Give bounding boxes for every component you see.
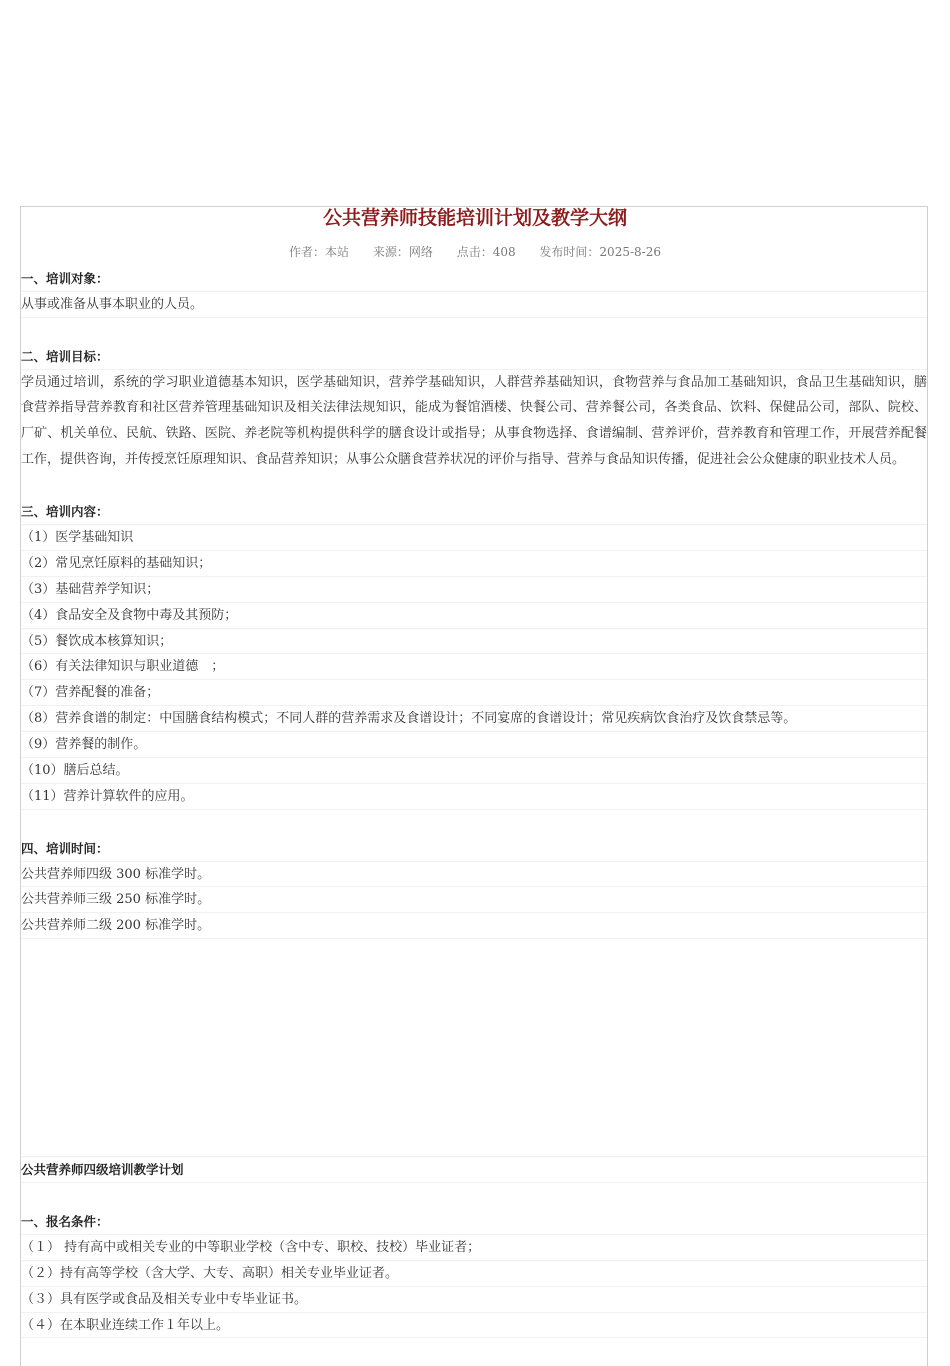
list-item: （2）常见烹饪原料的基础知识； — [21, 551, 927, 577]
list-item: （１） 持有高中或相关专业的中等职业学校（含中专、职校、技校）毕业证者； — [21, 1235, 927, 1261]
list-item: （1）医学基础知识 — [21, 525, 927, 551]
plan-title: 公共营养师四级培训教学计划 — [21, 1157, 927, 1183]
article-title: 公共营养师技能培训计划及教学大纲 — [322, 207, 627, 229]
meta-author: 作者：本站 — [289, 245, 350, 259]
list-item: （11）营养计算软件的应用。 — [21, 784, 927, 810]
list-item: （２）持有高等学校（含大学、大专、高职）相关专业毕业证者。 — [21, 1261, 927, 1287]
meta-date: 发布时间：2025-8-26 — [539, 245, 661, 259]
list-item: （３）具有医学或食品及相关专业中专毕业证书。 — [21, 1287, 927, 1313]
list-item: 公共营养师三级 250 标准学时。 — [21, 887, 927, 913]
section-heading: 一、培训对象： — [21, 266, 927, 292]
list-item: （3）基础营养学知识； — [21, 577, 927, 603]
section-heading: 二、培训目标： — [21, 344, 927, 370]
meta-source: 来源：网络 — [372, 245, 433, 259]
list-item: （9）营养餐的制作。 — [21, 732, 927, 758]
article-body — [21, 266, 927, 1338]
section-paragraph: 学员通过培训，系统的学习职业道德基本知识，医学基础知识，营养学基础知识，人群营养基础知识，食物营养与食品加工基础知识，食品卫生基础知识，膳食营养指导营养教育和社区营养管理基础知识及相关法律法规知识，能成为餐馆酒楼、快餐公司、营养餐公司，各类食品、饮料、保健品公司，部队、院校、厂矿、机关单位、民航、铁路、医院、养老院等机构提供科学的膳食设计或指导；从事食物选择、食谱编制、营养评价，营养教育和管理工作，开展营养配餐工作，提供咨询，并传授烹饪原理知识、食品营养知识；从事公众膳食营养状况的评价与指导、营养与食品知识传播，促进社会公众健康的职业技术人员。 — [21, 374, 927, 468]
article-meta — [0, 243, 950, 261]
list-item: （8）营养食谱的制定：中国膳食结构模式；不同人群的营养需求及食谱设计；不同宴席的食谱设计；常见疾病饮食治疗及饮食禁忌等。 — [21, 706, 927, 732]
list-item: 公共营养师四级 300 标准学时。 — [21, 862, 927, 888]
list-item: 公共营养师二级 200 标准学时。 — [21, 913, 927, 939]
list-item: （6）有关法律知识与职业道德 ； — [21, 654, 927, 680]
blank-line — [21, 473, 927, 499]
list-item: （４）在本职业连续工作１年以上。 — [21, 1313, 927, 1339]
section-heading: 一、报名条件： — [21, 1209, 927, 1235]
blank-line — [21, 1183, 927, 1209]
blank-line — [21, 810, 927, 836]
section-heading: 四、培训时间： — [21, 836, 927, 862]
list-item: （4）食品安全及食物中毒及其预防； — [21, 603, 927, 629]
section-text: 从事或准备从事本职业的人员。 — [21, 292, 927, 318]
meta-clicks: 点击：408 — [456, 245, 516, 259]
list-item: （10）膳后总结。 — [21, 758, 927, 784]
blank-area — [21, 939, 927, 1157]
list-item: （5）餐饮成本核算知识； — [21, 629, 927, 655]
list-item: （7）营养配餐的准备； — [21, 680, 927, 706]
section-heading: 三、培训内容： — [21, 499, 927, 525]
blank-line — [21, 318, 927, 344]
